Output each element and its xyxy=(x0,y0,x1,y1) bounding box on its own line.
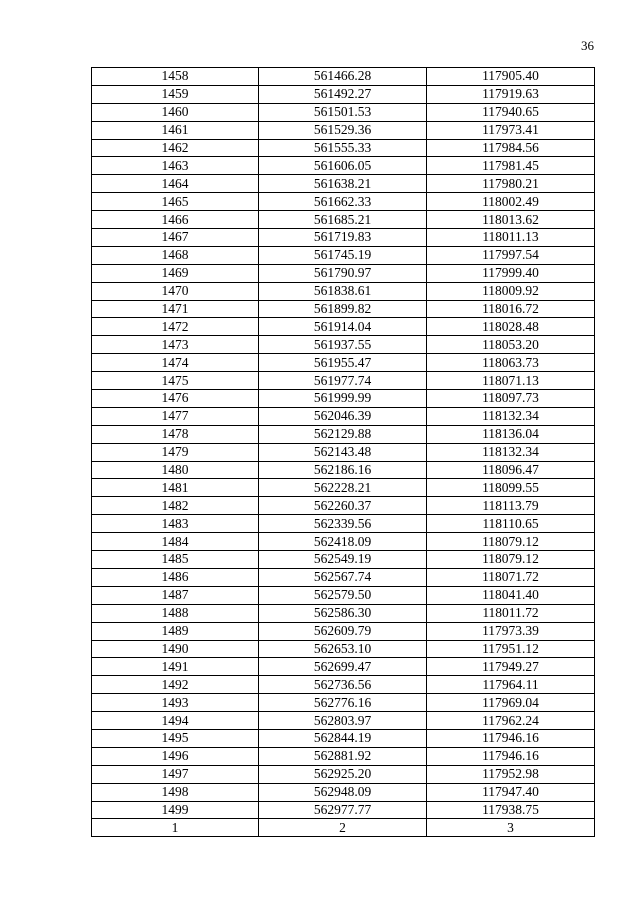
table-body xyxy=(92,68,595,819)
y-coordinate-cell: 117951.12 xyxy=(427,640,595,658)
point-number-cell: 1496 xyxy=(92,747,259,765)
y-coordinate-cell: 118011.72 xyxy=(427,604,595,622)
x-coordinate-cell: 562228.21 xyxy=(259,479,427,497)
y-coordinate-cell: 117952.98 xyxy=(427,765,595,783)
x-coordinate-cell: 562586.30 xyxy=(259,604,427,622)
point-number-cell: 1489 xyxy=(92,622,259,640)
x-coordinate-cell: 562844.19 xyxy=(259,729,427,747)
point-number-cell: 1469 xyxy=(92,264,259,282)
y-coordinate-cell: 118079.12 xyxy=(427,551,595,569)
table-row xyxy=(92,229,595,247)
point-number-cell: 1493 xyxy=(92,694,259,712)
x-coordinate-cell: 562925.20 xyxy=(259,765,427,783)
y-coordinate-cell: 118071.13 xyxy=(427,372,595,390)
x-coordinate-cell: 561529.36 xyxy=(259,121,427,139)
point-number-cell: 1459 xyxy=(92,85,259,103)
x-coordinate-cell: 561492.27 xyxy=(259,85,427,103)
y-coordinate-cell: 118110.65 xyxy=(427,515,595,533)
point-number-cell: 1474 xyxy=(92,354,259,372)
y-coordinate-cell: 117984.56 xyxy=(427,139,595,157)
point-number-cell: 1486 xyxy=(92,568,259,586)
point-number-cell: 1491 xyxy=(92,658,259,676)
x-coordinate-cell: 561999.99 xyxy=(259,390,427,408)
point-number-cell: 1499 xyxy=(92,801,259,819)
table-row xyxy=(92,461,595,479)
y-coordinate-cell: 117949.27 xyxy=(427,658,595,676)
x-coordinate-cell: 562948.09 xyxy=(259,783,427,801)
table-row xyxy=(92,604,595,622)
y-coordinate-cell: 117905.40 xyxy=(427,68,595,86)
point-number-cell: 1497 xyxy=(92,765,259,783)
table-row xyxy=(92,300,595,318)
table-row xyxy=(92,336,595,354)
y-coordinate-cell: 117973.41 xyxy=(427,121,595,139)
x-coordinate-cell: 561466.28 xyxy=(259,68,427,86)
x-coordinate-cell: 562260.37 xyxy=(259,497,427,515)
y-coordinate-cell: 118097.73 xyxy=(427,390,595,408)
y-coordinate-cell: 118016.72 xyxy=(427,300,595,318)
y-coordinate-cell: 118136.04 xyxy=(427,425,595,443)
y-coordinate-cell: 118013.62 xyxy=(427,211,595,229)
point-number-cell: 1487 xyxy=(92,586,259,604)
point-number-cell: 1470 xyxy=(92,282,259,300)
point-number-cell: 1478 xyxy=(92,425,259,443)
table-row xyxy=(92,157,595,175)
x-coordinate-cell: 561501.53 xyxy=(259,103,427,121)
table-row xyxy=(92,533,595,551)
y-coordinate-cell: 118063.73 xyxy=(427,354,595,372)
table-row xyxy=(92,264,595,282)
table-row xyxy=(92,640,595,658)
x-coordinate-cell: 562418.09 xyxy=(259,533,427,551)
table-row xyxy=(92,551,595,569)
coordinates-table xyxy=(91,67,595,837)
point-number-cell: 1477 xyxy=(92,407,259,425)
point-number-cell: 1461 xyxy=(92,121,259,139)
page-number: 36 xyxy=(581,38,594,53)
y-coordinate-cell: 117980.21 xyxy=(427,175,595,193)
table-row xyxy=(92,676,595,694)
y-coordinate-cell: 117969.04 xyxy=(427,694,595,712)
point-number-cell: 1462 xyxy=(92,139,259,157)
y-coordinate-cell: 118096.47 xyxy=(427,461,595,479)
column-number: 2 xyxy=(259,819,427,837)
y-coordinate-cell: 118053.20 xyxy=(427,336,595,354)
point-number-cell: 1488 xyxy=(92,604,259,622)
x-coordinate-cell: 562736.56 xyxy=(259,676,427,694)
x-coordinate-cell: 562579.50 xyxy=(259,586,427,604)
table-row xyxy=(92,497,595,515)
x-coordinate-cell: 562653.10 xyxy=(259,640,427,658)
column-number: 1 xyxy=(92,819,259,837)
table-row xyxy=(92,783,595,801)
table-row xyxy=(92,85,595,103)
point-number-cell: 1471 xyxy=(92,300,259,318)
table-row xyxy=(92,801,595,819)
x-coordinate-cell: 561719.83 xyxy=(259,229,427,247)
x-coordinate-cell: 562129.88 xyxy=(259,425,427,443)
y-coordinate-cell: 118113.79 xyxy=(427,497,595,515)
point-number-cell: 1472 xyxy=(92,318,259,336)
table-row xyxy=(92,712,595,730)
point-number-cell: 1485 xyxy=(92,551,259,569)
point-number-cell: 1484 xyxy=(92,533,259,551)
table-row xyxy=(92,282,595,300)
point-number-cell: 1480 xyxy=(92,461,259,479)
table-row xyxy=(92,479,595,497)
x-coordinate-cell: 561790.97 xyxy=(259,264,427,282)
point-number-cell: 1494 xyxy=(92,712,259,730)
y-coordinate-cell: 117962.24 xyxy=(427,712,595,730)
y-coordinate-cell: 117964.11 xyxy=(427,676,595,694)
table-row xyxy=(92,390,595,408)
point-number-cell: 1473 xyxy=(92,336,259,354)
table-row xyxy=(92,318,595,336)
point-number-cell: 1464 xyxy=(92,175,259,193)
x-coordinate-cell: 561606.05 xyxy=(259,157,427,175)
table-row xyxy=(92,175,595,193)
y-coordinate-cell: 118028.48 xyxy=(427,318,595,336)
table-row xyxy=(92,407,595,425)
y-coordinate-cell: 117997.54 xyxy=(427,246,595,264)
point-number-cell: 1481 xyxy=(92,479,259,497)
table-row xyxy=(92,729,595,747)
y-coordinate-cell: 118011.13 xyxy=(427,229,595,247)
x-coordinate-cell: 562803.97 xyxy=(259,712,427,730)
y-coordinate-cell: 117999.40 xyxy=(427,264,595,282)
y-coordinate-cell: 118002.49 xyxy=(427,193,595,211)
table-row xyxy=(92,622,595,640)
x-coordinate-cell: 561937.55 xyxy=(259,336,427,354)
point-number-cell: 1466 xyxy=(92,211,259,229)
y-coordinate-cell: 117919.63 xyxy=(427,85,595,103)
column-number: 3 xyxy=(427,819,595,837)
table-row xyxy=(92,658,595,676)
point-number-cell: 1465 xyxy=(92,193,259,211)
y-coordinate-cell: 117981.45 xyxy=(427,157,595,175)
y-coordinate-cell: 117946.16 xyxy=(427,729,595,747)
x-coordinate-cell: 562046.39 xyxy=(259,407,427,425)
y-coordinate-cell: 118079.12 xyxy=(427,533,595,551)
x-coordinate-cell: 561745.19 xyxy=(259,246,427,264)
x-coordinate-cell: 562881.92 xyxy=(259,747,427,765)
y-coordinate-cell: 118132.34 xyxy=(427,407,595,425)
table-row xyxy=(92,568,595,586)
x-coordinate-cell: 561662.33 xyxy=(259,193,427,211)
x-coordinate-cell: 562609.79 xyxy=(259,622,427,640)
point-number-cell: 1463 xyxy=(92,157,259,175)
point-number-cell: 1492 xyxy=(92,676,259,694)
y-coordinate-cell: 118071.72 xyxy=(427,568,595,586)
y-coordinate-cell: 118009.92 xyxy=(427,282,595,300)
table-row xyxy=(92,372,595,390)
table-row xyxy=(92,747,595,765)
x-coordinate-cell: 562977.77 xyxy=(259,801,427,819)
x-coordinate-cell: 561914.04 xyxy=(259,318,427,336)
point-number-cell: 1468 xyxy=(92,246,259,264)
x-coordinate-cell: 561899.82 xyxy=(259,300,427,318)
table-row xyxy=(92,694,595,712)
table-row xyxy=(92,354,595,372)
y-coordinate-cell: 117973.39 xyxy=(427,622,595,640)
point-number-cell: 1495 xyxy=(92,729,259,747)
table-row xyxy=(92,425,595,443)
point-number-cell: 1479 xyxy=(92,443,259,461)
table-row xyxy=(92,765,595,783)
table-row xyxy=(92,121,595,139)
table-row xyxy=(92,68,595,86)
table-row xyxy=(92,586,595,604)
x-coordinate-cell: 562549.19 xyxy=(259,551,427,569)
table-row xyxy=(92,103,595,121)
x-coordinate-cell: 562567.74 xyxy=(259,568,427,586)
y-coordinate-cell: 118099.55 xyxy=(427,479,595,497)
point-number-cell: 1476 xyxy=(92,390,259,408)
table-row xyxy=(92,515,595,533)
point-number-cell: 1483 xyxy=(92,515,259,533)
x-coordinate-cell: 561838.61 xyxy=(259,282,427,300)
x-coordinate-cell: 562339.56 xyxy=(259,515,427,533)
point-number-cell: 1498 xyxy=(92,783,259,801)
y-coordinate-cell: 117940.65 xyxy=(427,103,595,121)
x-coordinate-cell: 562186.16 xyxy=(259,461,427,479)
x-coordinate-cell: 562776.16 xyxy=(259,694,427,712)
table-row xyxy=(92,443,595,461)
x-coordinate-cell: 561638.21 xyxy=(259,175,427,193)
table-row xyxy=(92,246,595,264)
column-number-row xyxy=(92,819,595,837)
point-number-cell: 1482 xyxy=(92,497,259,515)
y-coordinate-cell: 118132.34 xyxy=(427,443,595,461)
x-coordinate-cell: 562699.47 xyxy=(259,658,427,676)
point-number-cell: 1490 xyxy=(92,640,259,658)
point-number-cell: 1475 xyxy=(92,372,259,390)
y-coordinate-cell: 117947.40 xyxy=(427,783,595,801)
y-coordinate-cell: 117938.75 xyxy=(427,801,595,819)
table-row xyxy=(92,193,595,211)
y-coordinate-cell: 118041.40 xyxy=(427,586,595,604)
table-row xyxy=(92,211,595,229)
table-row xyxy=(92,139,595,157)
point-number-cell: 1458 xyxy=(92,68,259,86)
x-coordinate-cell: 561977.74 xyxy=(259,372,427,390)
x-coordinate-cell: 561685.21 xyxy=(259,211,427,229)
y-coordinate-cell: 117946.16 xyxy=(427,747,595,765)
x-coordinate-cell: 562143.48 xyxy=(259,443,427,461)
point-number-cell: 1467 xyxy=(92,229,259,247)
x-coordinate-cell: 561555.33 xyxy=(259,139,427,157)
x-coordinate-cell: 561955.47 xyxy=(259,354,427,372)
point-number-cell: 1460 xyxy=(92,103,259,121)
